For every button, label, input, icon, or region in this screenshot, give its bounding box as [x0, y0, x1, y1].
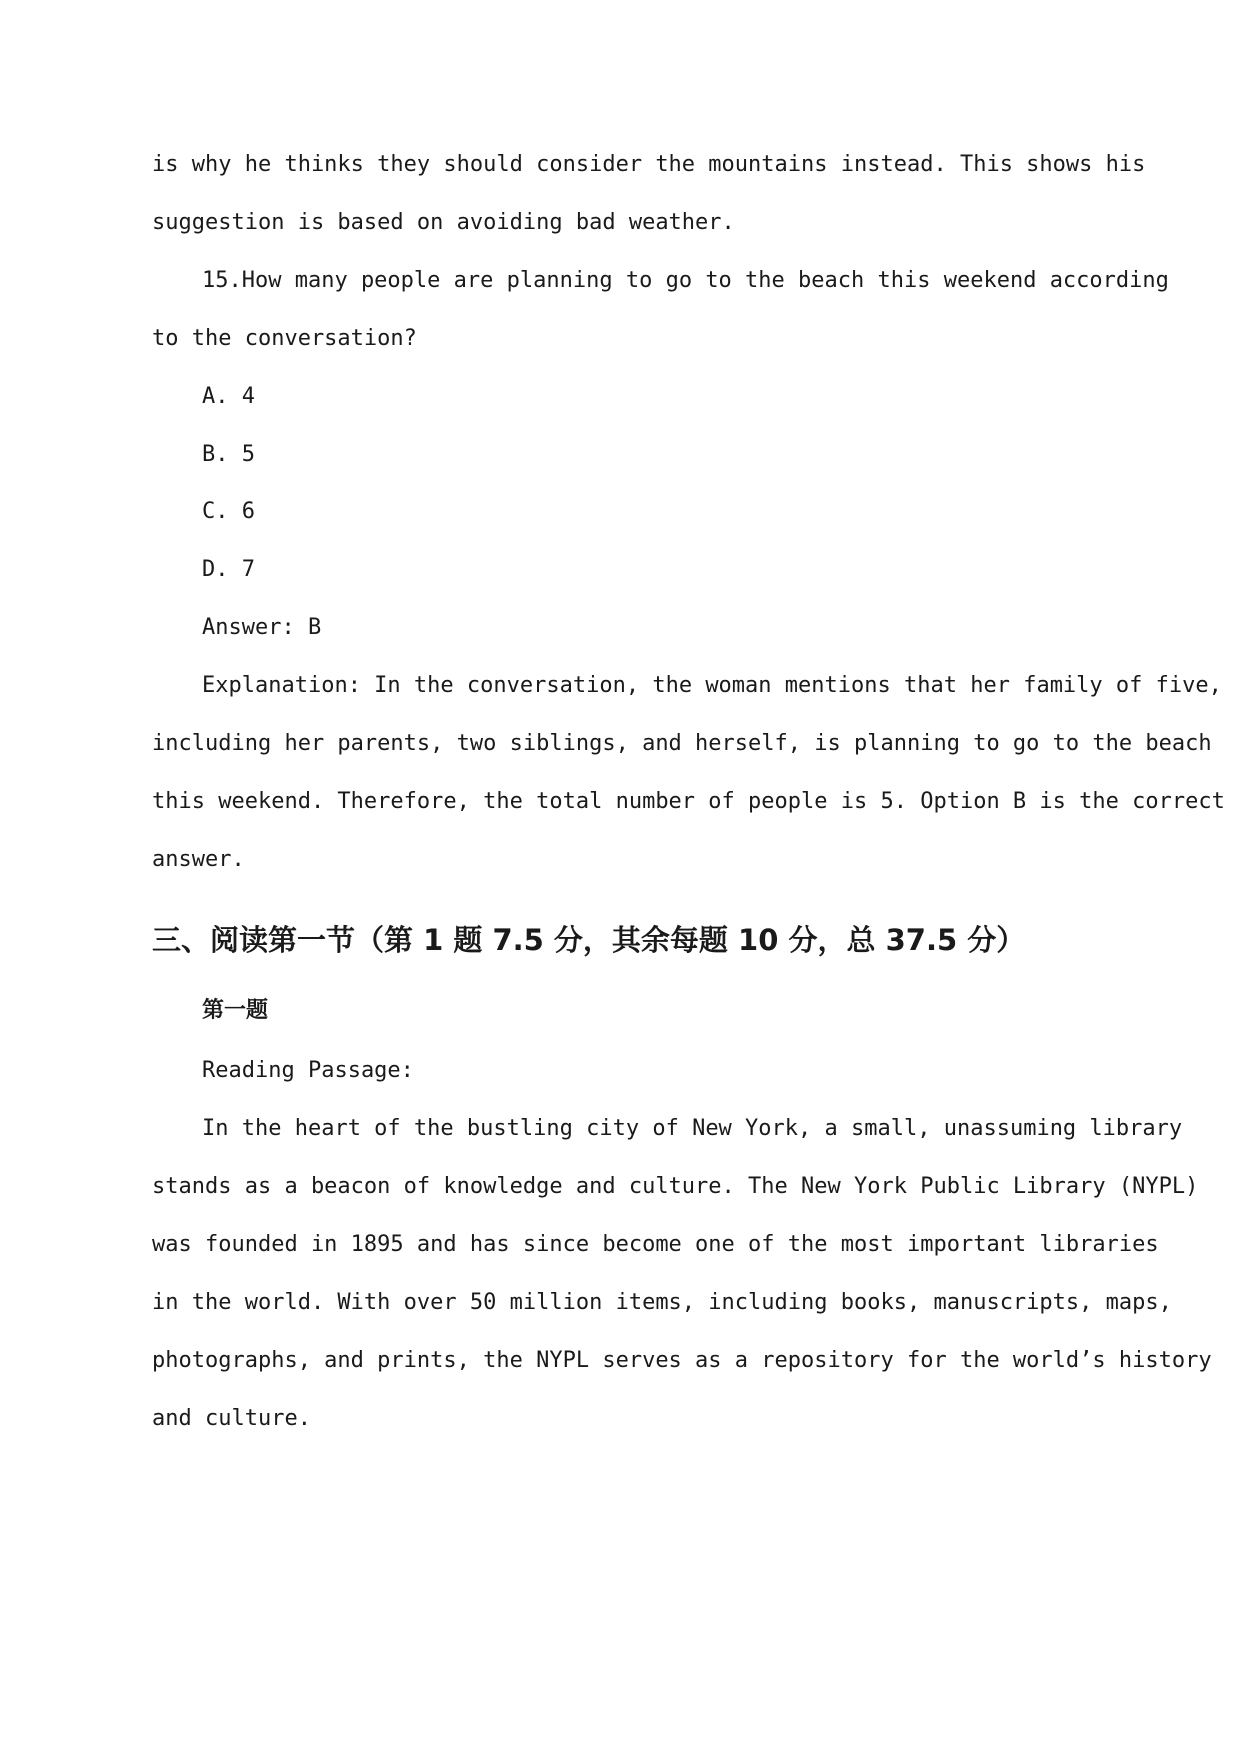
explanation-line-4: answer. [152, 847, 245, 872]
passage-line-3: was founded in 1895 and has since become one of the most important libraries [152, 1232, 1159, 1257]
option-c: C. 6 [202, 499, 255, 524]
prev-explanation-line-1: is why he thinks they should consider the mountains instead. This shows his [152, 152, 1146, 177]
question-15-stem-line-1: 15.How many people are planning to go to the beach this weekend according [202, 268, 1169, 293]
passage-label: Reading Passage: [202, 1058, 414, 1083]
prev-explanation-line-2: suggestion is based on avoiding bad weather. [152, 210, 735, 235]
passage-line-4: in the world. With over 50 million items, including books, manuscripts, maps, [152, 1290, 1172, 1315]
question-subheading: 第一题 [202, 998, 269, 1023]
explanation-line-1: Explanation: In the conversation, the woman mentions that her family of five, [202, 673, 1222, 698]
answer-line: Answer: B [202, 615, 322, 640]
explanation-line-2: including her parents, two siblings, and herself, is planning to go to the beach [152, 731, 1212, 756]
section-heading: 三、阅读第一节（第 1 题 7.5 分，其余每题 10 分，总 37.5 分） [152, 923, 1026, 957]
question-15-stem-line-2: to the conversation? [152, 326, 417, 351]
passage-line-5: photographs, and prints, the NYPL serves as a repository for the world’s history [152, 1348, 1212, 1373]
passage-line-6: and culture. [152, 1406, 311, 1431]
option-d: D. 7 [202, 557, 255, 582]
option-b: B. 5 [202, 442, 255, 467]
option-a: A. 4 [202, 384, 255, 409]
explanation-line-3: this weekend. Therefore, the total number of people is 5. Option B is the correct [152, 789, 1225, 814]
passage-line-2: stands as a beacon of knowledge and culture. The New York Public Library (NYPL) [152, 1174, 1199, 1199]
passage-line-1: In the heart of the bustling city of New York, a small, unassuming library [202, 1116, 1183, 1141]
